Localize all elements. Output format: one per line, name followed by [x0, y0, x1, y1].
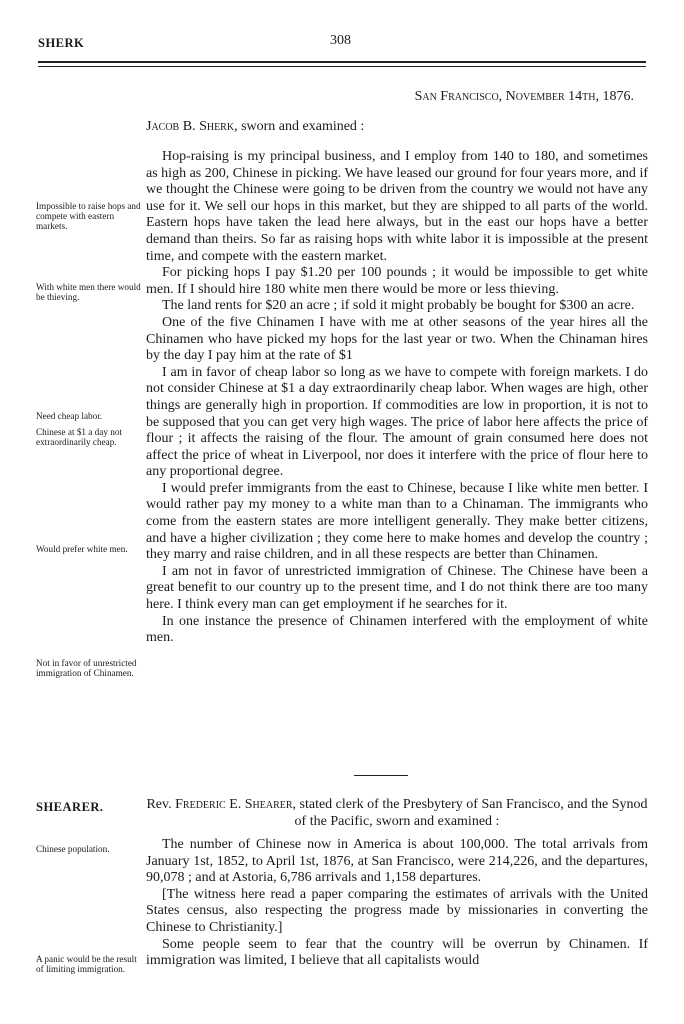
testimony-body: [146, 149, 648, 647]
margin-note: Impossible to raise hops and compete with eastern markets.: [36, 201, 141, 231]
paragraph: [The witness here read a paper comparing the estimates of arrivals with the United States census, also respecting the progress made by missionaries in converting the Chinese to Christianity.]: [146, 886, 648, 935]
witness-intro: [146, 119, 364, 135]
witness-description: , stated clerk of the Presbytery of San Francisco, and the Synod of the Pacific, sworn and examined :: [292, 797, 648, 829]
testimony-body: [146, 837, 648, 970]
margin-note: Chinese population.: [36, 844, 110, 854]
dateline: San Francisco, November 14th, 1876.: [414, 89, 634, 104]
page-number: 308: [330, 33, 351, 48]
margin-note: Not in favor of unrestricted immigration of Chinamen.: [36, 658, 137, 678]
witness-label: SHEARER.: [36, 800, 104, 814]
witness-title: Rev.: [146, 797, 176, 812]
paragraph: I would prefer immigrants from the east to Chinese, because I like white men better. I would rather pay my money to a white man than to a Chinaman. The immigrants who come from the eastern states are more intelligent generally. They make better citizens, and have a higher civilization ; they come here to make homes and develop the country ; they marry and raise children, and in all these respects are better than Chinamen.: [146, 480, 648, 563]
margin-note: Chinese at $1 a day not extraordinarily cheap.: [36, 427, 122, 447]
paragraph: The number of Chinese now in America is about 100,000. The total arrivals from January 1st, 1852, to April 1st, 1876, at San Francisco, were 214,226, and the departures, 90,078 ; and at Astoria, 6,786 arrivals and 1,158 departures.: [146, 837, 648, 886]
margin-note: Would prefer white men.: [36, 544, 128, 554]
paragraph: One of the five Chinamen I have with me at other seasons of the year hires all the Chinamen who have picked my hops for the last year or two. When the Chinaman hires by the day I pay him at the rate of $1: [146, 314, 648, 364]
paragraph: I am in favor of cheap labor so long as we have to compete with foreign markets. I do not consider Chinese at $1 a day extraordinarily cheap labor. When wages are high, other things are generally high in proportion. If commodities are low in proportion, it is not to be supposed that you can get very high wages. The price of labor here affects the price of flour ; it affects the raising of the flour. The amount of grain consumed here does not affect the price of wheat in Liverpool, nor does it interfere with the price of flour here to any proportional degree.: [146, 364, 648, 480]
section-separator: [354, 775, 408, 776]
paragraph: The land rents for $20 an acre ; if sold it might probably be bought for $300 an acre.: [162, 298, 635, 314]
running-head-witness: SHERK: [38, 36, 85, 50]
paragraph: In one instance the presence of Chinamen interfered with the employment of white men.: [146, 613, 648, 646]
witness-name: Frederic E. Shearer: [175, 797, 293, 812]
witness-name: Jacob B. Sherk: [146, 119, 235, 134]
margin-note: A panic would be the result of limiting immigration.: [36, 954, 137, 974]
witness-sworn: , sworn and examined :: [234, 119, 365, 134]
paragraph: For picking hops I pay $1.20 per 100 pounds ; it would be impossible to get white men. If I should hire 180 white men there would be more or less thieving.: [146, 265, 648, 297]
header-rule-thick: [38, 61, 646, 63]
witness-intro: [146, 797, 648, 830]
margin-note: Need cheap labor.: [36, 411, 103, 421]
margin-note: With white men there would be thieving.: [36, 282, 141, 302]
paragraph: Hop-raising is my principal business, and I employ from 140 to 180, and sometimes as high as 200, Chinese in picking. We have leased our ground for four years more, and if we thought the Chinese were going to be driven from the country we would not have any use for it. We sell our hops in this market, but they are shipped to all parts of the world. Eastern hops have taken the lead here always, but in the east our hops have a better demand than theirs. So far as raising hops with white labor it is impossible at the present time, and compete with the eastern market.: [146, 149, 648, 264]
paragraph: I am not in favor of unrestricted immigration of Chinese. The Chinese have been a great benefit to our country up to the present time, and I do not think there are too many here. I think every man can get employment if he searches for it.: [146, 563, 648, 613]
header-rule-thin: [38, 66, 646, 67]
paragraph: Some people seem to fear that the country will be overrun by Chinamen. If immigration was limited, I believe that all capitalists would: [146, 936, 648, 969]
